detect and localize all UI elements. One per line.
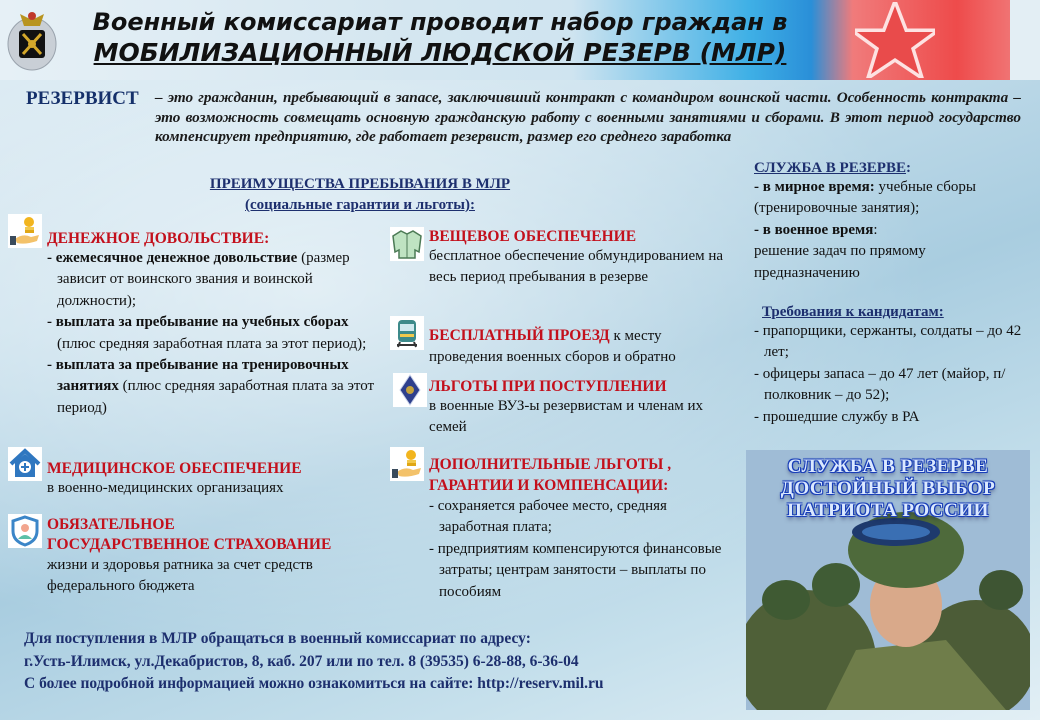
hand-coins-icon — [8, 214, 42, 248]
insurance-title-line1: ОБЯЗАТЕЛЬНОЕ — [47, 516, 175, 533]
free-travel-section — [429, 325, 739, 369]
requirement-item: - прошедшие службу в РА — [754, 408, 920, 425]
clothing-title: ВЕЩЕВОЕ ОБЕСПЕЧЕНИЕ — [429, 228, 637, 245]
footer-address: г.Усть-Илимск, ул.Декабристов, 8, каб. 207 или по тел. 8 (39535) 6-28-88, 6-36-04 — [24, 652, 579, 670]
wartime-label: - в военное время: — [754, 221, 878, 238]
requirement-item: - офицеры запаса – до 47 лет (майор, п/полковник – до 52); — [754, 365, 1006, 404]
money-bullet-2: - выплата за пребывание на учебных сборах (плюс средняя заработная плата за этот период); — [47, 314, 367, 352]
requirement-item: - прапорщики, сержанты, солдаты – до 42 лет; — [754, 323, 1022, 361]
footer-website: С более подробной информацией можно ознакомиться на сайте: http://reserv.mil.ru — [24, 675, 604, 692]
hand-coins-icon — [390, 447, 424, 481]
admission-title: ЛЬГОТЫ ПРИ ПОСТУПЛЕНИИ — [429, 378, 667, 395]
reservist-definition: – это гражданин, пребывающий в запасе, заключивший контракт с командиром воинской части. Особенность контракта – это возможность совмещать основную гражданскую работу с военными занятиями и сборами. В этот период государство компенсирует предприятию, где работает резервист, размер его среднего заработка — [155, 89, 1021, 146]
insurance-section — [47, 515, 392, 598]
admission-text: в военные ВУЗ-ы резервистам и членам их семей — [429, 398, 703, 436]
free-travel-inline: к месту — [609, 328, 662, 344]
free-travel-title: БЕСПЛАТНЫЙ ПРОЕЗД — [429, 327, 610, 344]
peacetime-text: - в мирное время: учебные сборы (тренировочные занятия); — [754, 179, 976, 217]
service-title: СЛУЖБА В РЕЗЕРВЕ — [754, 160, 906, 176]
soldiers-photo — [746, 450, 1030, 710]
medical-section — [47, 460, 387, 499]
service-in-reserve-section: СЛУЖБА В РЕЗЕРВЕ: - в мирное время: учебные сборы (тренировочные занятия); - в военное время: решение задач по прямому предназначению — [754, 160, 1030, 284]
clothing-text: бесплатное обеспечение обмундированием на весь период пребывания в резерве — [429, 248, 724, 286]
clothing-section — [429, 228, 739, 289]
extra-benefits-bullet-1: - сохраняется рабочее место, средняя заработная плата; — [429, 498, 667, 536]
medical-text: в военно-медицинских организациях — [47, 480, 284, 496]
shield-person-icon — [8, 514, 42, 548]
extra-benefits-bullet-2: - предприятиям компенсируются финансовые затраты; центрам занятости – выплаты по пособиям — [429, 540, 722, 600]
money-bullet-1: - ежемесячное денежное довольствие (размер зависит от воинского звания и воинской должности); — [47, 250, 350, 309]
free-travel-text: проведения военных сборов и обратно — [429, 349, 676, 366]
money-bullet-3: - выплата за пребывание на тренировочных занятиях (плюс средняя заработная плата за этот период) — [47, 357, 375, 416]
poster-slogan: СЛУЖБА В РЕЗЕРВЕ ДОСТОЙНЫЙ ВЫБОР ПАТРИОТА РОССИИ — [780, 456, 996, 521]
page-title-line1: Военный комиссариат проводит набор граждан в — [92, 8, 788, 36]
insurance-title-line2: ГОСУДАРСТВЕННОЕ СТРАХОВАНИЕ — [47, 536, 332, 553]
contact-footer — [24, 628, 744, 696]
extra-benefits-section — [429, 454, 739, 603]
train-icon — [390, 316, 424, 350]
footer-line1: Для поступления в МЛР обращаться в военный комиссариат по адресу: — [24, 630, 531, 647]
insurance-text: жизни и здоровья ратника за счет средств федерального бюджета — [47, 557, 313, 595]
admission-section — [429, 378, 739, 439]
extra-benefits-title-line1: ДОПОЛНИТЕЛЬНЫЕ ЛЬГОТЫ , — [429, 456, 672, 473]
requirements-title: Требования к кандидатам: — [762, 304, 944, 320]
uniform-jacket-icon — [390, 227, 424, 261]
military-commissariat-emblem-icon — [6, 6, 58, 72]
requirements-section — [754, 304, 1030, 428]
wartime-text: решение задач по прямому предназначению — [754, 243, 926, 281]
reservist-term: РЕЗЕРВИСТ — [26, 88, 139, 109]
advantages-heading-line2: (социальные гарантии и льготы): — [245, 197, 475, 213]
advantages-heading — [150, 174, 570, 216]
money-allowance-section — [47, 230, 387, 419]
medical-house-icon — [8, 447, 42, 481]
medical-title: МЕДИЦИНСКОЕ ОБЕСПЕЧЕНИЕ — [47, 460, 302, 477]
page-title-line2: МОБИЛИЗАЦИОННЫЙ ЛЮДСКОЙ РЕЗЕРВ (МЛР) — [93, 38, 787, 67]
extra-benefits-title-line2: ГАРАНТИИ И КОМПЕНСАЦИИ: — [429, 477, 669, 494]
advantages-heading-line1: ПРЕИМУЩЕСТВА ПРЕБЫВАНИЯ В МЛР — [209, 176, 511, 192]
university-badge-icon — [393, 373, 427, 407]
red-star-icon — [855, 2, 935, 78]
money-allowance-title: ДЕНЕЖНОЕ ДОВОЛЬСТВИЕ: — [47, 230, 270, 247]
